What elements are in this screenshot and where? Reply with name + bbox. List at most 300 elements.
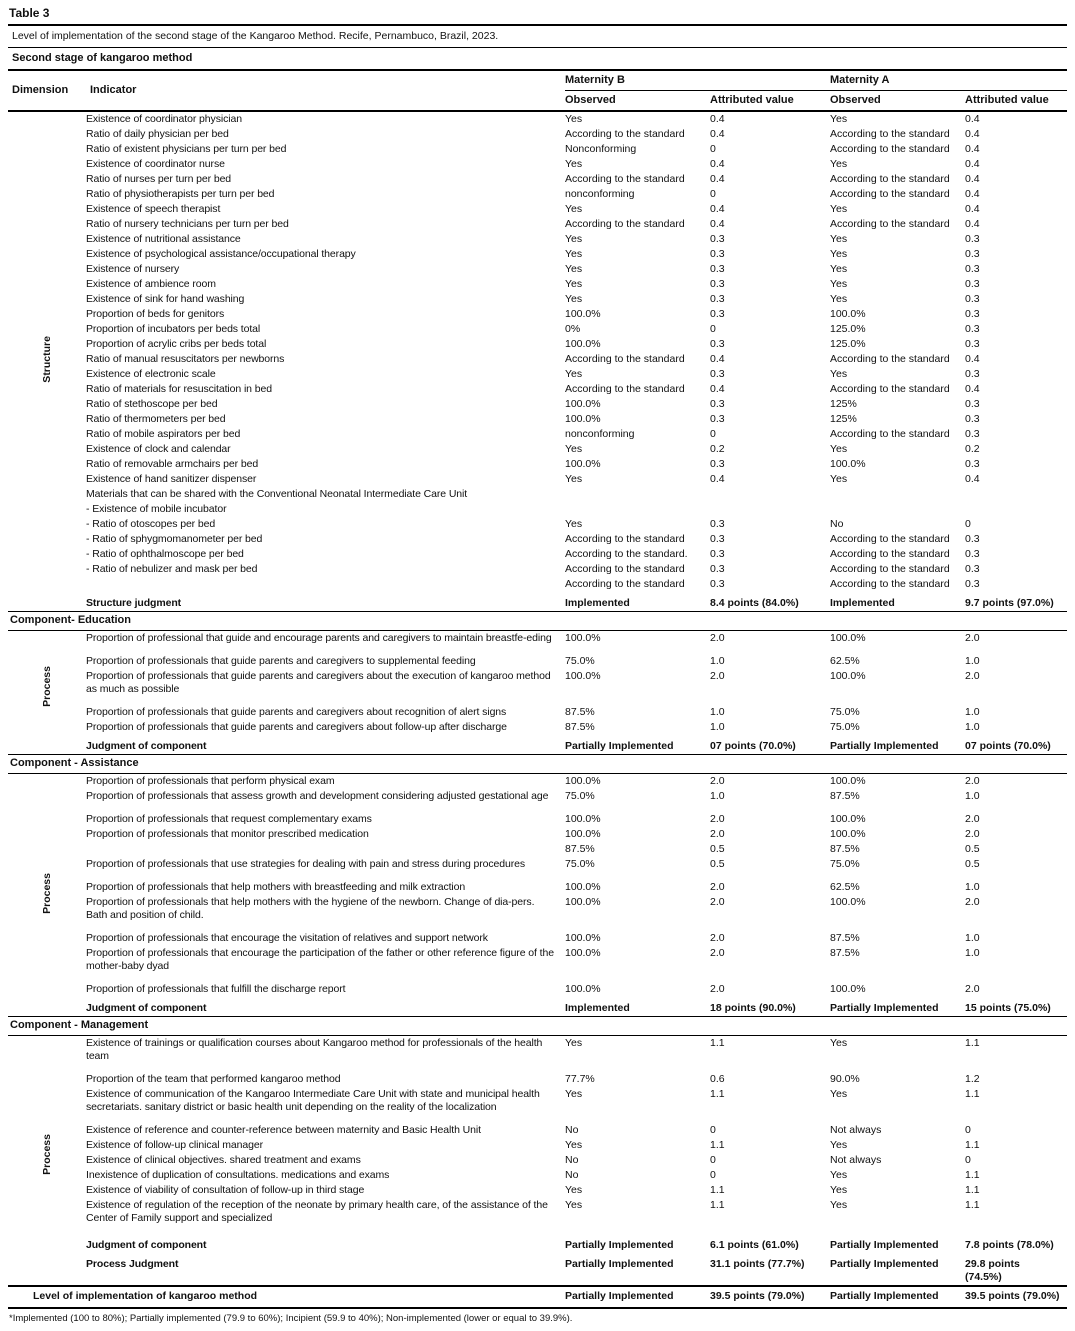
header-row-groups	[8, 71, 1067, 91]
observed-cell: According to the standard	[830, 578, 950, 590]
indicator-cell: Existence of follow-up clinical manager	[86, 1139, 264, 1151]
indicator-cell: Existence of psychological assistance/occupational therapy	[86, 248, 356, 260]
observed-cell: According to the standard	[830, 533, 950, 545]
indicator-cell: Ratio of thermometers per bed	[86, 413, 226, 425]
attributed-value-cell: 0.4	[710, 218, 725, 230]
table-row	[8, 669, 1067, 705]
observed-cell: No	[565, 1124, 579, 1136]
attributed-value-cell: 0.3	[965, 578, 980, 590]
indicator-cell: Existence of clock and calendar	[86, 443, 231, 455]
dimension-cell	[8, 774, 86, 1017]
observed-cell: Yes	[830, 293, 848, 305]
observed-cell: No	[565, 1154, 579, 1166]
table-footnote: *Implemented (100 to 80%); Partially implemented (79.9 to 60%); Incipient (59.9 to 40%); Non-implemented (lower or equal to 39.9%).	[9, 1313, 573, 1324]
observed-cell: Implemented	[830, 597, 895, 609]
table-row	[8, 127, 1067, 142]
observed-cell: Nonconforming	[565, 143, 637, 155]
table-row	[8, 842, 1067, 857]
observed-cell: Yes	[565, 248, 583, 260]
indicator-cell: Judgment of component	[86, 740, 207, 752]
observed-cell: Yes	[565, 1139, 583, 1151]
table-title: Table 3	[8, 4, 1067, 26]
indicator-cell: Proportion of professionals that monitor prescribed medication	[86, 828, 369, 840]
observed-cell: 100.0%	[565, 458, 601, 470]
attributed-value-cell: 0.3	[965, 368, 980, 380]
attributed-value-cell: 0.4	[710, 473, 725, 485]
observed-cell: Yes	[565, 1199, 583, 1211]
observed-cell: According to the standard	[830, 173, 950, 185]
indicator-cell: Ratio of physiotherapists per turn per bed	[86, 188, 275, 200]
attributed-value-cell: 0.5	[965, 858, 980, 870]
table-row	[8, 457, 1067, 472]
table-row	[8, 111, 1067, 127]
indicator-cell: Existence of hand sanitizer dispenser	[86, 473, 257, 485]
attributed-value-cell: 07 points (70.0%)	[710, 740, 796, 752]
attributed-value-cell: 2.0	[965, 632, 980, 644]
attributed-value-cell: 0.4	[965, 203, 980, 215]
attributed-value-cell: 1.1	[965, 1139, 980, 1151]
observed-cell: 75.0%	[565, 858, 595, 870]
observed-cell: Yes	[830, 473, 848, 485]
indicator-cell: Proportion of professionals that help mothers with the hygiene of the newborn. Change of dia-pers. Bath and position of child.	[86, 896, 535, 921]
attributed-value-cell: 0.2	[965, 443, 980, 455]
indicator-cell: Materials that can be shared with the Conventional Neonatal Intermediate Care Unit	[86, 488, 468, 500]
observed-cell: 87.5%	[565, 843, 595, 855]
attributed-value-cell: 0.3	[965, 548, 980, 560]
attributed-value-cell: 0.3	[710, 278, 725, 290]
observed-cell: 100.0%	[565, 308, 601, 320]
attributed-value-cell: 2.0	[710, 896, 725, 908]
attributed-value-cell: 0.5	[710, 843, 725, 855]
observed-cell: Yes	[565, 113, 583, 125]
attributed-value-cell: 1.1	[710, 1037, 725, 1049]
table-row	[8, 307, 1067, 322]
attributed-value-cell: 0.3	[710, 533, 725, 545]
attributed-value-cell: 2.0	[710, 932, 725, 944]
observed-cell: 125.0%	[830, 323, 866, 335]
table-row	[8, 172, 1067, 187]
indicator-cell: Proportion of acrylic cribs per beds total	[86, 338, 267, 350]
observed-cell: Partially Implemented	[830, 1002, 939, 1014]
observed-cell: 100.0%	[565, 813, 601, 825]
indicator-cell: Ratio of nursery technicians per turn per bed	[86, 218, 289, 230]
attributed-value-cell: 9.7 points (97.0%)	[965, 597, 1054, 609]
table-row	[8, 532, 1067, 547]
table-row	[8, 502, 1067, 517]
attributed-value-cell: 0.3	[710, 248, 725, 260]
table-row	[8, 157, 1067, 172]
table-row	[8, 202, 1067, 217]
observed-cell: Partially Implemented	[565, 1286, 710, 1308]
indicator-cell: - Existence of mobile incubator	[86, 503, 227, 515]
indicator-cell: Proportion of professionals that encourage the participation of the father or other reference figure of the mother-baby dyad	[86, 947, 554, 972]
indicator-cell: - Ratio of sphygmomanometer per bed	[86, 533, 263, 545]
attributed-value-cell: 2.0	[710, 983, 725, 995]
table-row	[8, 857, 1067, 880]
attributed-value-cell: 2.0	[965, 670, 980, 682]
indicator-cell: Existence of viability of consultation of follow-up in third stage	[86, 1184, 365, 1196]
indicator-cell: Proportion of professionals that guide parents and caregivers to supplemental feeding	[86, 655, 476, 667]
observed-cell: Yes	[830, 263, 848, 275]
indicator-cell: Judgment of component	[86, 1002, 207, 1014]
table-row	[8, 997, 1067, 1017]
indicator-cell: - Ratio of ophthalmoscope per bed	[86, 548, 244, 560]
column-header-maternity-b: Maternity B	[565, 71, 830, 91]
indicator-cell: Proportion of professionals that request complementary exams	[86, 813, 372, 825]
table-row	[8, 1036, 1067, 1073]
attributed-value-cell: 0.4	[965, 158, 980, 170]
attributed-value-cell: 0.5	[965, 843, 980, 855]
observed-cell: 100.0%	[565, 881, 601, 893]
attributed-value-cell: 0.3	[965, 428, 980, 440]
indicator-cell: Proportion of professionals that guide parents and caregivers about recognition of alert signs	[86, 706, 507, 718]
observed-cell: According to the standard	[565, 533, 685, 545]
attributed-value-cell: 39.5 points (79.0%)	[965, 1286, 1067, 1308]
observed-cell: 125.0%	[830, 338, 866, 350]
observed-cell: 100.0%	[830, 828, 866, 840]
attributed-value-cell	[965, 502, 1067, 517]
table-row	[8, 382, 1067, 397]
attributed-value-cell: 0.3	[965, 308, 980, 320]
observed-cell: Yes	[565, 233, 583, 245]
observed-cell: 62.5%	[830, 881, 860, 893]
observed-cell: 100.0%	[830, 896, 866, 908]
attributed-value-cell: 1.1	[965, 1199, 980, 1211]
observed-cell: According to the standard	[565, 578, 685, 590]
attributed-value-cell: 2.0	[710, 632, 725, 644]
attributed-value-cell: 0.4	[710, 158, 725, 170]
indicator-cell	[86, 842, 565, 857]
observed-cell: According to the standard	[565, 128, 685, 140]
observed-cell: Yes	[830, 1184, 848, 1196]
table-row	[8, 262, 1067, 277]
indicator-cell: Proportion of incubators per beds total	[86, 323, 261, 335]
observed-cell: 100.0%	[565, 632, 601, 644]
table-row	[8, 895, 1067, 931]
attributed-value-cell: 39.5 points (79.0%)	[710, 1286, 830, 1308]
attributed-value-cell: 0	[965, 518, 971, 530]
attributed-value-cell	[710, 502, 830, 517]
table-row	[8, 442, 1067, 457]
section-banner	[8, 1017, 1067, 1036]
observed-cell: 100.0%	[830, 632, 866, 644]
table-row	[8, 187, 1067, 202]
indicator-cell: Ratio of existent physicians per turn per bed	[86, 143, 287, 155]
table-row	[8, 720, 1067, 735]
table-row	[8, 1168, 1067, 1183]
observed-cell: Yes	[565, 473, 583, 485]
observed-cell: Implemented	[565, 1002, 630, 1014]
attributed-value-cell: 2.0	[710, 881, 725, 893]
indicator-cell: Existence of electronic scale	[86, 368, 216, 380]
observed-cell: 100.0%	[565, 932, 601, 944]
observed-cell: Partially Implemented	[565, 1239, 674, 1251]
observed-cell: nonconforming	[565, 188, 635, 200]
indicator-cell: Proportion of the team that performed kangaroo method	[86, 1073, 341, 1085]
table-row	[8, 1183, 1067, 1198]
attributed-value-cell: 0	[710, 143, 716, 155]
indicator-cell: Existence of clinical objectives. shared treatment and exams	[86, 1154, 361, 1166]
section-banner	[8, 755, 1067, 774]
observed-cell: 100.0%	[565, 896, 601, 908]
observed-cell: No	[565, 1169, 579, 1181]
attributed-value-cell: 0.4	[965, 218, 980, 230]
table-row	[8, 322, 1067, 337]
attributed-value-cell: 1.0	[965, 721, 980, 733]
observed-cell: Yes	[565, 1184, 583, 1196]
column-header-attributed-b: Attributed value	[710, 91, 830, 112]
implementation-table	[8, 71, 1067, 1309]
observed-cell: Yes	[830, 1199, 848, 1211]
table-row	[8, 142, 1067, 157]
attributed-value-cell: 0.4	[965, 128, 980, 140]
indicator-cell: Proportion of professionals that guide parents and caregivers about the execution of kangaroo method as much as possible	[86, 670, 551, 695]
observed-cell: According to the standard	[830, 353, 950, 365]
attributed-value-cell: 1.1	[965, 1088, 980, 1100]
indicator-cell: Existence of sink for hand washing	[86, 293, 245, 305]
observed-cell: Yes	[830, 1139, 848, 1151]
observed-cell: Yes	[830, 1088, 848, 1100]
attributed-value-cell: 7.8 points (78.0%)	[965, 1239, 1054, 1251]
observed-cell: Not always	[830, 1154, 882, 1166]
observed-cell: Partially Implemented	[830, 740, 939, 752]
observed-cell: Yes	[565, 263, 583, 275]
attributed-value-cell: 0.2	[710, 443, 725, 455]
observed-cell: No	[830, 518, 844, 530]
attributed-value-cell: 0.3	[710, 548, 725, 560]
attributed-value-cell: 0.3	[965, 458, 980, 470]
observed-cell: Partially Implemented	[830, 1258, 939, 1270]
observed-cell: According to the standard.	[565, 548, 688, 560]
column-header-dimension: Dimension	[8, 71, 86, 111]
indicator-cell: Proportion of professionals that guide parents and caregivers about follow-up after discharge	[86, 721, 507, 733]
observed-cell: Yes	[565, 368, 583, 380]
indicator-cell: Ratio of nurses per turn per bed	[86, 173, 232, 185]
table-row	[8, 592, 1067, 612]
observed-cell: According to the standard	[830, 563, 950, 575]
attributed-value-cell: 31.1 points (77.7%)	[710, 1258, 805, 1270]
observed-cell: Partially Implemented	[565, 740, 674, 752]
observed-cell: Yes	[565, 158, 583, 170]
attributed-value-cell: 0.4	[965, 473, 980, 485]
section-banner	[8, 612, 1067, 631]
observed-cell: Yes	[830, 233, 848, 245]
attributed-value-cell: 0.3	[965, 233, 980, 245]
table-row	[8, 337, 1067, 352]
table-caption: Level of implementation of the second stage of the Kangaroo Method. Recife, Pernambuco, Brazil, 2023.	[8, 26, 1067, 48]
table-row	[8, 946, 1067, 982]
column-header-observed-b: Observed	[565, 91, 710, 112]
attributed-value-cell: 1.1	[710, 1184, 725, 1196]
indicator-cell: Proportion of professionals that fulfill the discharge report	[86, 983, 346, 995]
attributed-value-cell: 2.0	[710, 775, 725, 787]
table-row	[8, 292, 1067, 307]
table-row	[8, 789, 1067, 812]
indicator-cell: - Ratio of nebulizer and mask per bed	[86, 563, 258, 575]
indicator-cell: Existence of coordinator physician	[86, 113, 242, 125]
indicator-cell: Proportion of professionals that perform physical exam	[86, 775, 335, 787]
table-row	[8, 277, 1067, 292]
indicator-cell: Proportion of professionals that use strategies for dealing with pain and stress during procedures	[86, 858, 526, 870]
attributed-value-cell: 2.0	[965, 775, 980, 787]
section-banner-label: Component- Education	[8, 612, 1067, 631]
observed-cell: Yes	[830, 248, 848, 260]
observed-cell: 100.0%	[830, 813, 866, 825]
observed-cell: 87.5%	[830, 790, 860, 802]
attributed-value-cell: 1.0	[710, 655, 725, 667]
attributed-value-cell: 2.0	[710, 828, 725, 840]
observed-cell: According to the standard	[830, 428, 950, 440]
attributed-value-cell: 0.4	[965, 113, 980, 125]
observed-cell: Yes	[565, 1088, 583, 1100]
observed-cell: Yes	[830, 1037, 848, 1049]
indicator-cell: Structure judgment	[86, 597, 182, 609]
table-row	[8, 735, 1067, 755]
table-body	[8, 111, 1067, 1308]
table-row	[8, 427, 1067, 442]
observed-cell: 100.0%	[830, 775, 866, 787]
table-row	[8, 412, 1067, 427]
observed-cell: According to the standard	[830, 143, 950, 155]
observed-cell: Partially Implemented	[830, 1239, 939, 1251]
attributed-value-cell: 0	[710, 1154, 716, 1166]
observed-cell: 100.0%	[830, 458, 866, 470]
attributed-value-cell: 0.4	[710, 353, 725, 365]
observed-cell: 87.5%	[830, 843, 860, 855]
indicator-cell: Existence of trainings or qualification courses about Kangaroo method for professionals of the health team	[86, 1037, 543, 1062]
indicator-cell: Proportion of professionals that encourage the visitation of relatives and support network	[86, 932, 488, 944]
attributed-value-cell: 0.3	[710, 338, 725, 350]
attributed-value-cell: 15 points (75.0%)	[965, 1002, 1051, 1014]
observed-cell	[565, 502, 710, 517]
column-header-indicator: Indicator	[86, 71, 565, 111]
observed-cell: Yes	[830, 278, 848, 290]
attributed-value-cell: 0.3	[710, 263, 725, 275]
attributed-value-cell: 0.3	[965, 338, 980, 350]
attributed-value-cell: 2.0	[710, 947, 725, 959]
attributed-value-cell: 0.3	[710, 413, 725, 425]
table-row	[8, 931, 1067, 946]
observed-cell: According to the standard	[830, 548, 950, 560]
table-row	[8, 352, 1067, 367]
indicator-cell: Existence of coordinator nurse	[86, 158, 225, 170]
observed-cell: Partially Implemented	[565, 1258, 674, 1270]
attributed-value-cell: 0.3	[965, 563, 980, 575]
dimension-cell	[8, 1036, 86, 1287]
attributed-value-cell: 1.0	[965, 706, 980, 718]
attributed-value-cell: 0.3	[965, 413, 980, 425]
observed-cell: 125%	[830, 413, 857, 425]
attributed-value-cell: 0.3	[710, 293, 725, 305]
table-row	[8, 217, 1067, 232]
observed-cell: Yes	[565, 203, 583, 215]
observed-cell: 90.0%	[830, 1073, 860, 1085]
attributed-value-cell: 0.3	[965, 533, 980, 545]
observed-cell: 100.0%	[565, 338, 601, 350]
indicator-cell: Existence of ambience room	[86, 278, 216, 290]
attributed-value-cell: 0	[710, 1169, 716, 1181]
observed-cell: According to the standard	[565, 173, 685, 185]
indicator-cell: Ratio of mobile aspirators per bed	[86, 428, 241, 440]
attributed-value-cell: 1.1	[710, 1088, 725, 1100]
attributed-value-cell: 0	[965, 1154, 971, 1166]
dimension-cell	[8, 631, 86, 755]
table-row	[8, 880, 1067, 895]
table-row	[8, 631, 1067, 655]
observed-cell: Yes	[565, 443, 583, 455]
observed-cell: 87.5%	[830, 932, 860, 944]
attributed-value-cell: 1.0	[965, 655, 980, 667]
table-row	[8, 487, 1067, 502]
observed-cell: According to the standard	[565, 353, 685, 365]
attributed-value-cell: 2.0	[710, 813, 725, 825]
observed-cell: 75.0%	[565, 655, 595, 667]
table-row	[8, 1138, 1067, 1153]
attributed-value-cell: 0	[710, 428, 716, 440]
indicator-cell: - Ratio of otoscopes per bed	[86, 518, 216, 530]
attributed-value-cell: 2.0	[965, 828, 980, 840]
observed-cell: Yes	[830, 113, 848, 125]
observed-cell: 87.5%	[830, 947, 860, 959]
attributed-value-cell: 6.1 points (61.0%)	[710, 1239, 799, 1251]
attributed-value-cell: 1.1	[965, 1184, 980, 1196]
indicator-cell: Existence of regulation of the reception of the neonate by primary health care, of the assistance of the Center of Family support and specialized	[86, 1199, 548, 1224]
attributed-value-cell: 18 points (90.0%)	[710, 1002, 796, 1014]
dimension-label: Process	[40, 1134, 53, 1175]
table-row	[8, 397, 1067, 412]
section-banner-label: Component - Management	[8, 1017, 1067, 1036]
attributed-value-cell: 1.0	[965, 932, 980, 944]
table-row	[8, 577, 1067, 592]
table-row	[8, 1072, 1067, 1087]
attributed-value-cell: 0.4	[710, 173, 725, 185]
attributed-value-cell: 1.1	[965, 1037, 980, 1049]
attributed-value-cell	[710, 487, 830, 502]
attributed-value-cell	[965, 487, 1067, 502]
indicator-cell: Existence of nutritional assistance	[86, 233, 241, 245]
table-row	[8, 1198, 1067, 1234]
attributed-value-cell: 0	[710, 188, 716, 200]
observed-cell: Yes	[565, 518, 583, 530]
table-row	[8, 367, 1067, 382]
indicator-cell: Existence of nursery	[86, 263, 180, 275]
attributed-value-cell: 0.4	[710, 113, 725, 125]
attributed-value-cell: 0.3	[965, 293, 980, 305]
observed-cell: 100.0%	[565, 947, 601, 959]
dimension-label: Process	[40, 666, 53, 707]
attributed-value-cell: 2.0	[965, 896, 980, 908]
attributed-value-cell: 0.3	[965, 248, 980, 260]
observed-cell: 100.0%	[565, 670, 601, 682]
observed-cell: nonconforming	[565, 428, 635, 440]
observed-cell: According to the standard	[830, 218, 950, 230]
observed-cell	[565, 487, 710, 502]
table-row	[8, 562, 1067, 577]
indicator-cell: Ratio of removable armchairs per bed	[86, 458, 259, 470]
observed-cell: Not always	[830, 1124, 882, 1136]
attributed-value-cell: 1.2	[965, 1073, 980, 1085]
observed-cell: Yes	[830, 1169, 848, 1181]
observed-cell: 100.0%	[565, 828, 601, 840]
indicator-cell: Ratio of manual resuscitators per newborns	[86, 353, 285, 365]
dimension-label: Process	[40, 872, 53, 914]
observed-cell: Yes	[565, 293, 583, 305]
observed-cell: 75.0%	[830, 721, 860, 733]
table-row	[8, 1123, 1067, 1138]
attributed-value-cell: 0.4	[965, 383, 980, 395]
table-row	[8, 1253, 1067, 1286]
attributed-value-cell: 0.4	[965, 188, 980, 200]
